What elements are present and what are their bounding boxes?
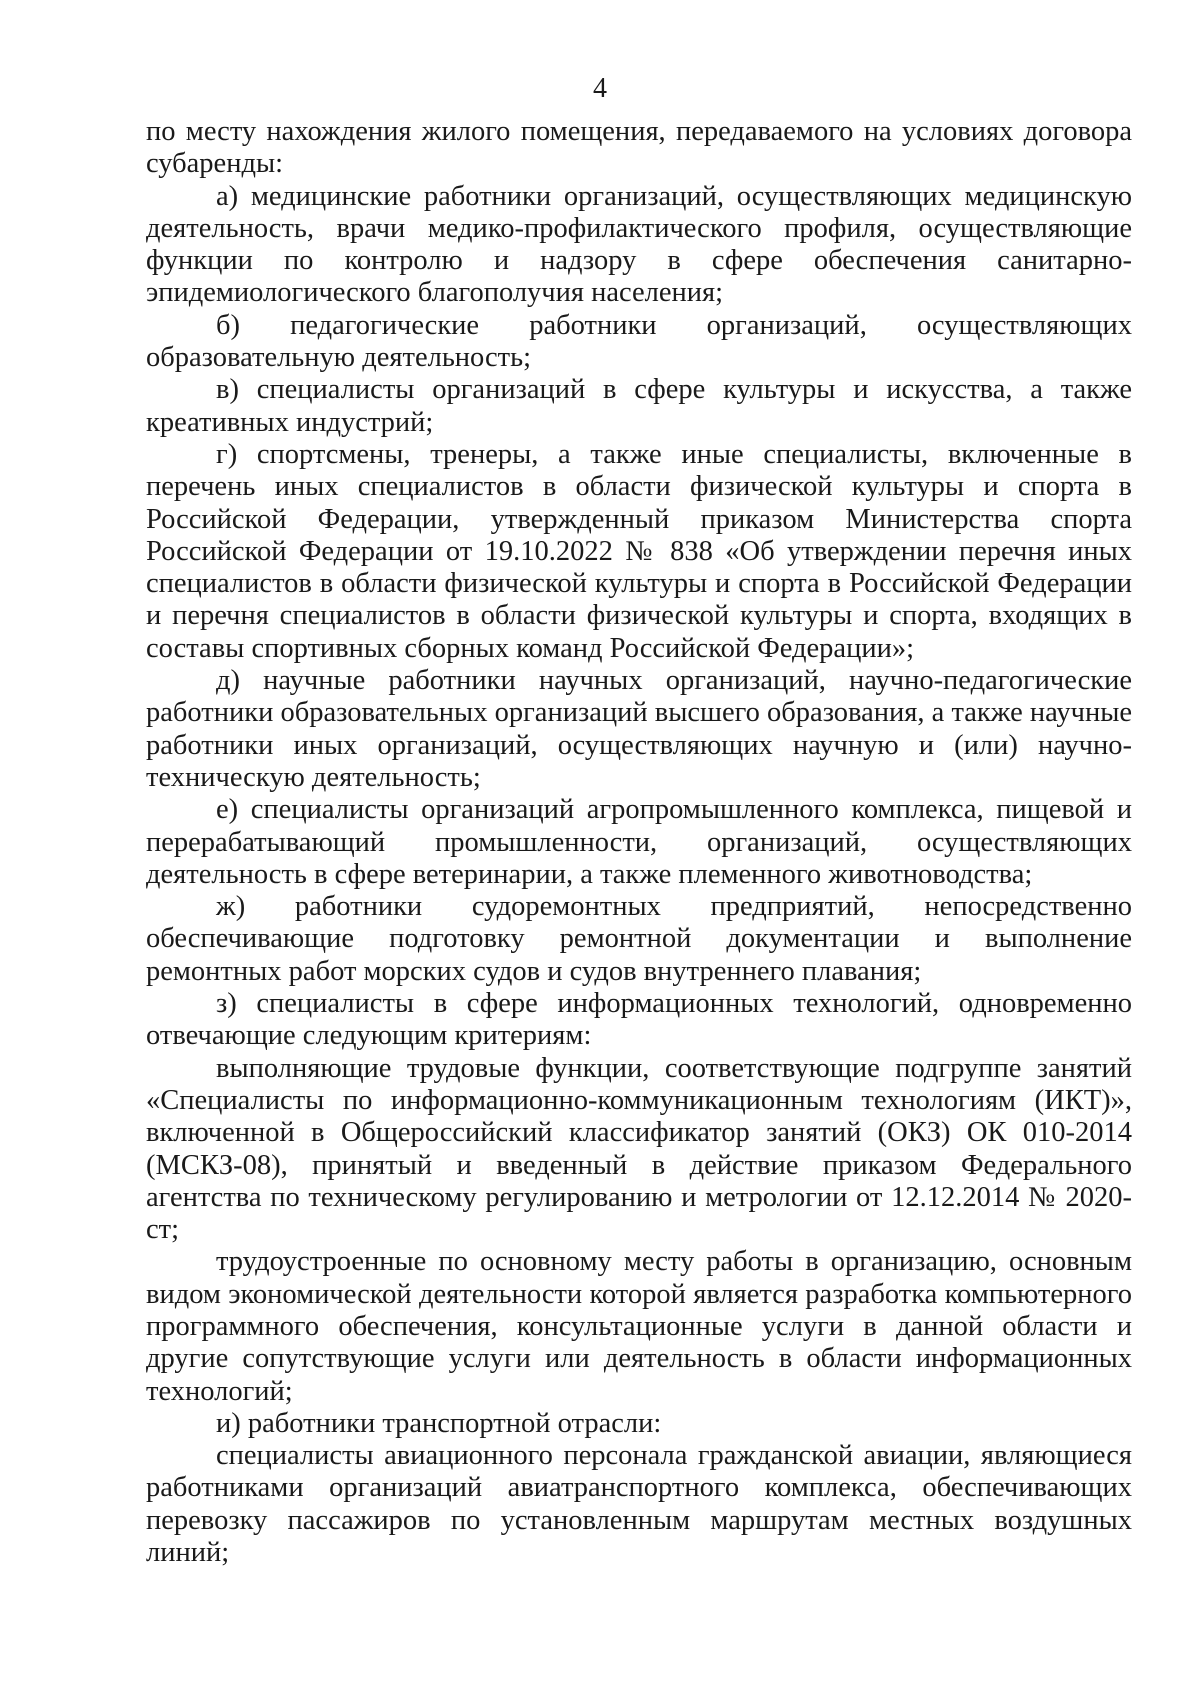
paragraph-aviation: специалисты авиационного персонала гражданской авиации, являющиеся работниками организаций авиатранспортного комплекса, обеспечивающих перевозку пассажиров по установленным маршрутам местных воздушных линий; bbox=[146, 1440, 1132, 1569]
paragraph-item-e: е) специалисты организаций агропромышленного комплекса, пищевой и перерабатывающий промышленности, организаций, осуществляющих деятельность в сфере ветеринарии, а также племенного животноводства; bbox=[146, 794, 1132, 890]
paragraph-item-zh: ж) работники судоремонтных предприятий, непосредственно обеспечивающие подготовку ремонтной документации и выполнение ремонтных работ морских судов и судов внутреннего плавания; bbox=[146, 891, 1132, 987]
paragraph-item-v: в) специалисты организаций в сфере культуры и искусства, а также креативных индустрий; bbox=[146, 374, 1132, 438]
document-body bbox=[146, 116, 1132, 1569]
paragraph-intro: по месту нахождения жилого помещения, передаваемого на условиях договора субаренды: bbox=[146, 116, 1132, 180]
paragraph-item-g: г) спортсмены, тренеры, а также иные специалисты, включенные в перечень иных специалистов в области физической культуры и спорта в Российской Федерации, утвержденный приказом Министерства спорта Российской Федерации от 19.10.2022 № 838 «Об утверждении перечня иных специалистов в области физической культуры и спорта в Российской Федерации и перечня специалистов в области физической культуры и спорта, входящих в составы спортивных сборных команд Российской Федерации»; bbox=[146, 438, 1132, 664]
paragraph-item-d: д) научные работники научных организаций, научно-педагогические работники образовательных организаций высшего образования, а также научные работники иных организаций, осуществляющих научную и (или) научно-техническую деятельность; bbox=[146, 665, 1132, 793]
paragraph-item-i: и) работники транспортной отрасли: bbox=[216, 1407, 662, 1439]
paragraph-item-z: з) специалисты в сфере информационных технологий, одновременно отвечающие следующим критериям: bbox=[146, 988, 1132, 1052]
paragraph-item-a: а) медицинские работники организаций, осуществляющих медицинскую деятельность, врачи медико-профилактического профиля, осуществляющие функции по контролю и надзору в сфере обеспечения санитарно-эпидемиологического благополучия населения; bbox=[146, 180, 1132, 309]
paragraph-criterion-2: трудоустроенные по основному месту работы в организацию, основным видом экономической деятельности которой является разработка компьютерного программного обеспечения, консультационные услуги в данной области и другие сопутствующие услуги или деятельность в области информационных технологий; bbox=[146, 1246, 1132, 1407]
page-number: 4 bbox=[593, 73, 607, 104]
paragraph-item-b: б) педагогические работники организаций, осуществляющих образовательную деятельность; bbox=[146, 309, 1132, 374]
paragraph-criterion-1: выполняющие трудовые функции, соответствующие подгруппе занятий «Специалисты по информационно-коммуникационным технологиям (ИКТ)», включенной в Общероссийский классификатор занятий (ОКЗ) ОК 010-2014 (МСКЗ-08), принятый и введенный в действие приказом Федерального агентства по техническому регулированию и метрологии от 12.12.2014 № 2020-ст; bbox=[146, 1052, 1132, 1246]
